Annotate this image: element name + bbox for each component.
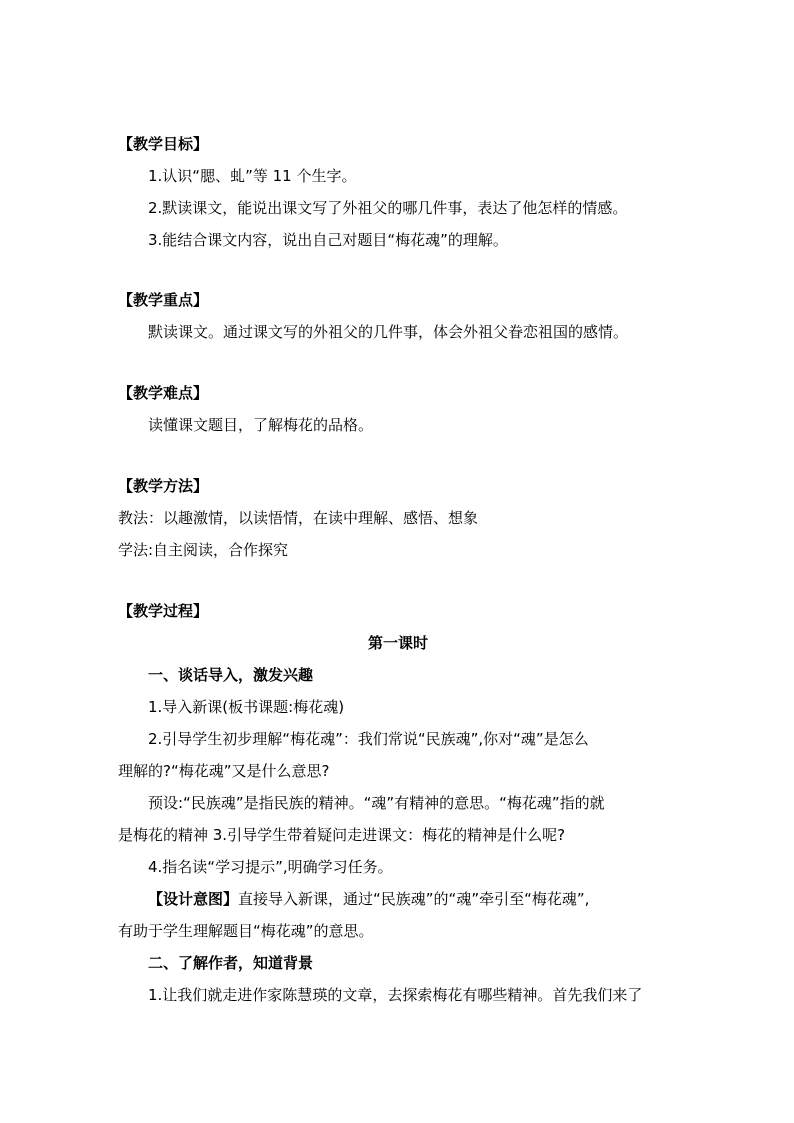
objective-item-3: 3.能结合课文内容，说出自己对题目“梅花魂”的理解。	[148, 231, 508, 249]
difficulties-heading: 【教学难点】	[118, 384, 209, 402]
section-1-title: 一、谈话导入，激发兴趣	[148, 666, 314, 684]
key-points-text: 默读课文。通过课文写的外祖父的几件事，体会外祖父眷恋祖国的感情。	[148, 323, 629, 341]
design-intent-label: 【设计意图】	[148, 890, 239, 908]
section-1-item-2-line-2: 理解的?“梅花魂”又是什么意思?	[118, 762, 330, 780]
section-1-item-1: 1.导入新课(板书课题:梅花魂)	[148, 698, 345, 716]
difficulties-text: 读懂课文题目，了解梅花的品格。	[148, 416, 374, 434]
key-points-heading: 【教学重点】	[118, 291, 209, 309]
objectives-heading: 【教学目标】	[118, 135, 209, 153]
methods-heading: 【教学方法】	[118, 477, 209, 495]
section-1-item-4: 4.指名读“学习提示”,明确学习任务。	[148, 858, 393, 876]
design-intent-line-1	[148, 889, 589, 909]
design-intent-text: 直接导入新课，通过“民族魂”的“魂”牵引至“梅花魂”,	[238, 890, 590, 908]
design-intent-line-2: 有助于学生理解题目“梅花魂”的意思。	[118, 922, 374, 940]
objective-item-2: 2.默读课文，能说出课文写了外祖父的哪几件事，表达了他怎样的情感。	[148, 199, 628, 217]
section-2-title: 二、了解作者，知道背景	[148, 954, 314, 972]
objective-item-1: 1.认识“腮、虬”等 11 个生字。	[148, 167, 357, 185]
teaching-method: 教法：以趣激情，以读悟情，在读中理解、感悟、想象	[118, 509, 479, 527]
preset-line-1: 预设:“民族魂”是指民族的精神。“魂”有精神的意思。“梅花魂”指的就	[148, 794, 605, 812]
document-page	[118, 0, 678, 1123]
lesson-title: 第一课时	[367, 634, 428, 652]
section-2-item-1: 1.让我们就走进作家陈慧瑛的文章，去探索梅花有哪些精神。首先我们来了	[148, 986, 643, 1004]
learning-method: 学法:自主阅读，合作探究	[118, 541, 289, 559]
process-heading: 【教学过程】	[118, 602, 209, 620]
section-1-item-2-line-1: 2.引导学生初步理解“梅花魂”：我们常说“民族魂”,你对“魂”是怎么	[148, 730, 589, 748]
preset-line-2: 是梅花的精神 3.引导学生带着疑问走进课文：梅花的精神是什么呢?	[118, 826, 566, 844]
